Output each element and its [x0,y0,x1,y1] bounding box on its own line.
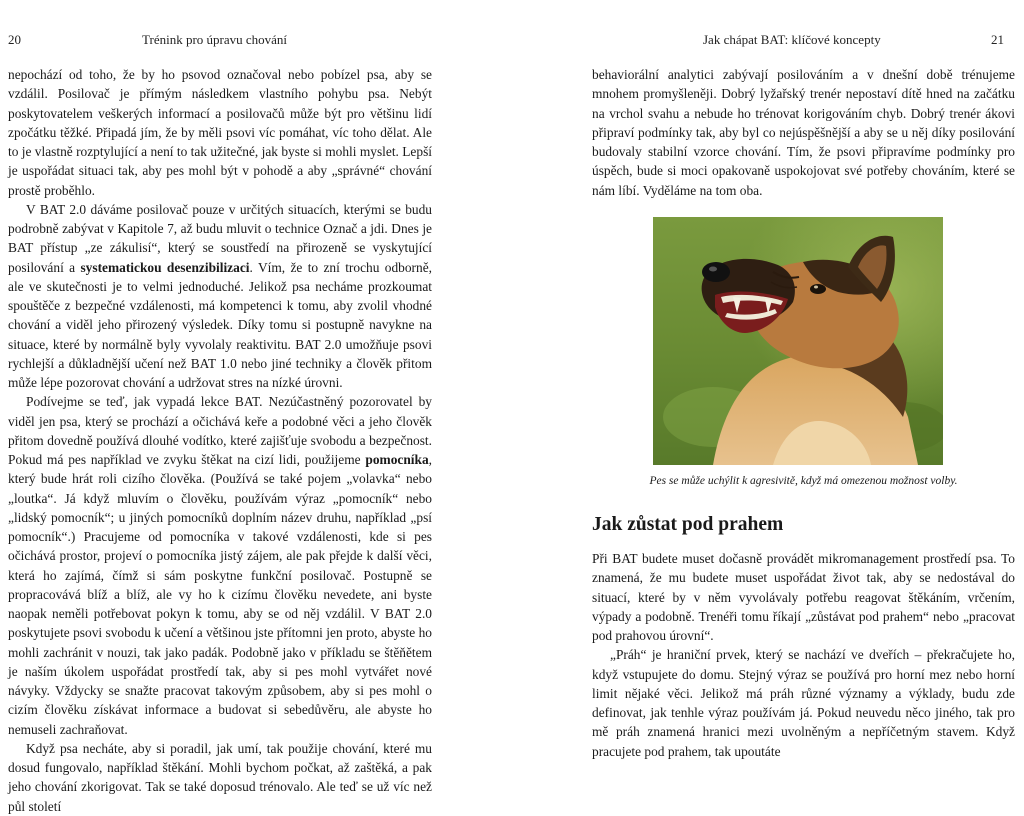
paragraph [8,65,432,200]
left-running-head: Trénink pro úpravu chování [142,32,288,47]
paragraph [8,392,432,739]
paragraph-text: V BAT 2.0 dáváme posilovač pouze v určitých situacích, kterými se budu podrobně zabývat v Kapitole 7, až budu mluvit o technice Označ a jdi. Dnes je BAT přístup „ze zákulisí“, který se soustředí na přirozeně se vyskytující posilování a [8,201,432,275]
paragraph [8,200,432,393]
paragraph-text: Když psa necháte, aby si poradil, jak umí, tak použije chování, které mu dosud fungovalo, například štěkání. Mohli bychom počkat, až zaštěká, a pak jeho chování zkorigovat. Tak se také doposud trénovalo. Ale teď se už víc než půl století [8,740,432,814]
dog-photo [653,217,943,465]
figure-caption: Pes se může uchýlit k agresivitě, když má omezenou možnost volby. [649,475,958,487]
bold-term: pomocníka [365,452,429,467]
snarling-dog-illustration [653,217,943,465]
bold-term: systematickou desenzibilizaci [80,259,250,275]
paragraph-text: Podívejme se teď, jak vypadá lekce BAT. Nezúčastněný pozorovatel by viděl jen psa, který se prochází a očichává keře a podobné věci a jeho člověk přitom dovedně používá dlouhé vodítko, které zajišťuje svobodu a bezpečnost. Pokud má pes například ve zvyku štěkat na cizí lidi, použijeme [8,394,432,467]
left-page-number: 20 [8,32,21,47]
right-page-number: 21 [991,32,1004,47]
paragraph-text: behaviorální analytici zabývají posilováním a v dnešní době trénujeme mnohem promyšleněji. Dobrý lyžařský trenér nepostaví dítě hned na začátku na vrchol svahu a nebude ho trénovat korigováním chyb. Dobrý trenér ákovi připraví podmínky tak, aby byl co nejúspěšnější a aby se u něj díky posilování budovaly stabilní vzorce chování. Tím, že psovi připravíme podmínky pro úspěch, bude si moci opakovaně uspokojovat své potřeby chováním, které se nám líbí. Vyděláme na tom oba. [592,67,1015,198]
paragraph-text: nepochází od toho, že by ho psovod označoval nebo pobízel psa, aby se vzdálil. Posilovač je přímým následkem vlastního pohybu psa. Nebýt poskytovatelem veškerých informací a posilovačů může být pro většinu lidí zpočátku těžké. Připadá jím, že by měli psovi víc pomáhat, víc toho dělat. Ale to je vlastně rozptylující a není to tak užitečné, jak byste si mohli myslet. Lepší je uspořádat situaci tak, aby pes mohl být v pohodě a aby „správné“ chování prostě proběhlo. [8,67,432,198]
paragraph-text: Při BAT budete muset dočasně provádět mikromanagement prostředí psa. To znamená, že mu budete muset uspořádat život tak, aby se nedostával do situací, které by v něm vyvolávaly potřebu reagovat štěkáním, vrčením, výpady a podobně. Trenéři tomu říkají „zůstávat pod prahem“ nebo „pracovat pod prahovou úrovní“. [592,551,1015,643]
right-page [512,0,1024,768]
section-heading: Jak zůstat pod prahem [592,514,784,535]
left-page [0,0,512,814]
paragraph-text: . Vím, že to zní trochu odborně, ale ve skutečnosti je to velmi jednoduché. Jelikož psa necháme prozkoumat spouštěče z bezpečné vzdálenosti, má kompetenci k tomu, aby zvolil vhodné chování a viděl jeho přirozený výsledek. Díky tomu si postupně navykne na situace, které by normálně byly vyvolaly reaktivitu. BAT 2.0 umožňuje psovi rychlejší a důkladnější učení než BAT 1.0 nebo jiné techniky a člověk přitom může lépe pozorovat chování a udržovat stres na nízké úrovni. [8,259,432,390]
paragraph [592,549,1015,645]
paragraph-text: , který bude hrát roli cizího člověka. (Používá se také pojem „volavka“ nebo „loutka“. Já když mluvím o člověku, používám výraz „pomocník“ nebo „lidský pomocník“; u jiných pomocníků doplním název druhu, například „psí pomocník“.) Pracujeme od pomocníka v takové vzdálenosti, kde si pes očichává prostor, projeví o pomocníka jistý zájem, ale pak přejde k další věci, která ho zajímá, čímž si sám poskytne funkční posilovač. Postupně se propracovává blíž a blíž, ale vy ho k cizímu člověku nevedete, ani byste naopak neměli potřebovat pokyn k tomu, aby se od něj vzdálil. V BAT 2.0 poskytujete psovi svobodu k učení a většinou jste přítomni jen proto, abyste ho mohli zachránit v nouzi, tak jako padák. Podobně jako v příkladu se štěňětem je naším úkolem uspořádat prostředí tak, aby si pes mohl vytvářet nové návyky. Vždycky se snažte pracovat takovým způsobem, aby si pes mohl o cizím člověku získávat informace a budovat si sebedůvěru, ale abyste ho nemuseli zachraňovat. [8,452,432,737]
left-body-text [8,65,432,816]
right-body-text-bottom [592,549,1015,761]
paragraph [592,645,1015,761]
right-body-text-top [592,65,1015,200]
paragraph-text: „Práh“ je hraniční prvek, který se nachází ve dveřích – překračujete ho, když vstupujete do domu. Stejný výraz se používá pro horní mez nebo horní limit nějaké věci. Jelikož má práh různé významy a výklady, budu zde definovat, jak tenhle výraz používám já. Pokud neuvedu něco jiného, tak pro mě práh znamená hranici mezi uvolněným a nepříčetným stavem. Když pracujete pod prahem, tak upoutáte [592,647,1015,759]
paragraph [592,65,1015,200]
right-running-head: Jak chápat BAT: klíčové koncepty [703,32,881,47]
paragraph [8,739,432,816]
